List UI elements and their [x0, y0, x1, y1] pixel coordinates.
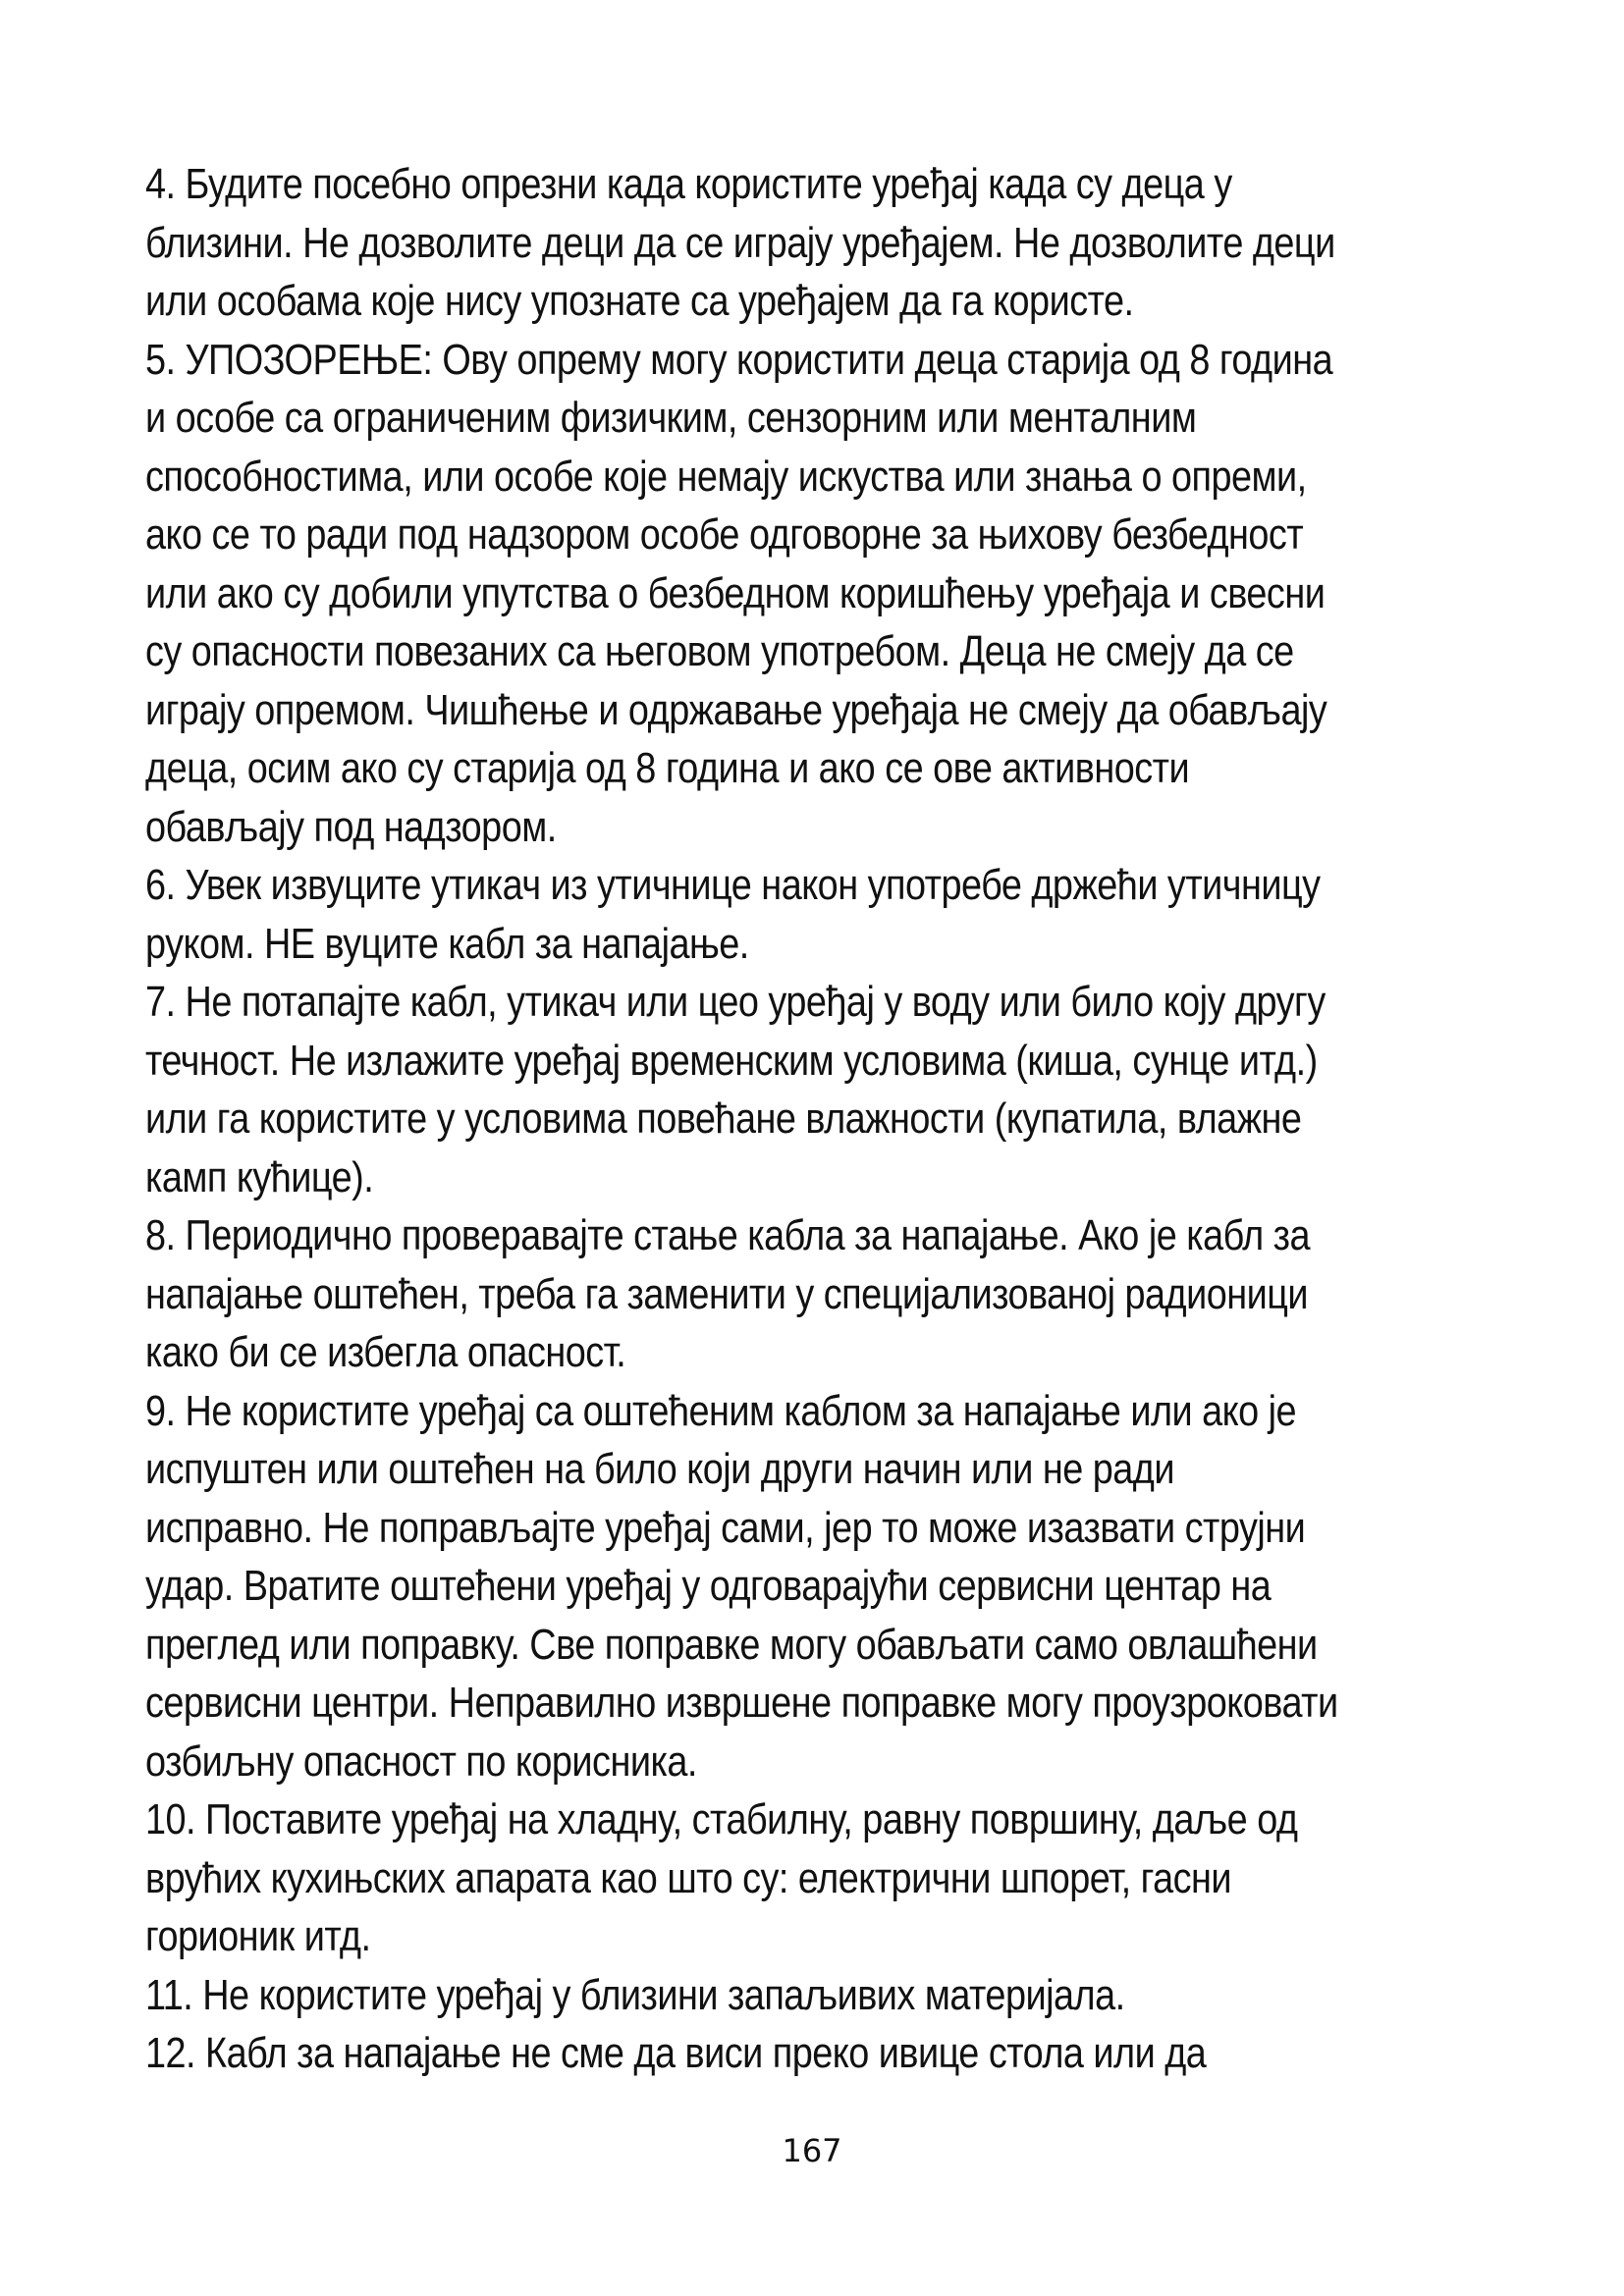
text-line: како би се избегла опасност. — [145, 1328, 626, 1376]
text-line: 11. Не користите уређај у близини запаљивих материјала. — [145, 1970, 1125, 2019]
text-line: руком. НЕ вуците кабл за напајање. — [145, 919, 749, 968]
text-line: или особама које нису упознате са уређајем да га користе. — [145, 277, 1134, 325]
text-line: испуштен или оштећен на било који други начин или не ради — [145, 1445, 1174, 1493]
text-line: напајање оштећен, треба га заменити у специјализованој радионици — [145, 1269, 1309, 1318]
text-line: горионик итд. — [145, 1912, 371, 1960]
text-line: су опасности повезаних са његовом употребом. Деца не смеју да се — [145, 627, 1294, 675]
text-line: течност. Не излажите уређај временским условима (киша, сунце итд.) — [145, 1036, 1318, 1085]
text-line: преглед или поправку. Све поправке могу обављати само овлашћени — [145, 1620, 1318, 1669]
text-line: 7. Не потапајте кабл, утикач или цео уређај у воду или било коју другу — [145, 978, 1326, 1026]
text-line: 5. УПОЗОРЕЊЕ: Ову опрему могу користити деца старија од 8 година — [145, 335, 1333, 384]
text-line: камп кућице). — [145, 1152, 374, 1201]
text-line: ако се то ради под надзором особе одговорне за њихову безбедност — [145, 510, 1304, 559]
text-line: близини. Не дозволите деци да се играју уређајем. Не дозволите деци — [145, 218, 1335, 267]
text-line: или ако су добили упутства о безбедном коришћењу уређаја и свесни — [145, 568, 1326, 617]
text-line: озбиљну опасност по корисника. — [145, 1736, 697, 1786]
text-line: 10. Поставите уређај на хладну, стабилну, равну површину, даље од — [145, 1795, 1298, 1843]
text-line: обављају под надзором. — [145, 802, 557, 851]
text-line: врућих кухињских апарата као што су: електрични шпорет, гасни — [145, 1853, 1232, 1902]
text-line: 6. Увек извуците утикач из утичнице након употребе држећи утичницу — [145, 861, 1321, 909]
text-line: играју опремом. Чишћење и одржавање уређаја не смеју да обављају — [145, 685, 1327, 734]
text-line: сервисни центри. Неправилно извршене поправке могу проузроковати — [145, 1679, 1338, 1727]
page-number: 167 — [782, 2132, 842, 2169]
text-line: 9. Не користите уређај са оштећеним каблом за напајање или ако је — [145, 1386, 1297, 1435]
text-line: 12. Кабл за напајање не сме да виси преко ивице стола или да — [145, 2029, 1207, 2077]
text-line: исправно. Не поправљајте уређај сами, јер то може изазвати струјни — [145, 1503, 1306, 1552]
safety-instructions-text — [145, 155, 1338, 2083]
text-line: или га користите у условима повећане влажности (купатила, влажне — [145, 1095, 1302, 1143]
text-line: 4. Будите посебно опрезни када користите уређај када су деца у — [145, 160, 1232, 208]
text-line: способностима, или особе које немају искуства или знања о опреми, — [145, 452, 1307, 501]
text-line: и особе са ограниченим физичким, сензорним или менталним — [145, 394, 1197, 442]
text-line: 8. Периодично проверавајте стање кабла за напајање. Ако је кабл за — [145, 1211, 1311, 1259]
text-line: деца, осим ако су старија од 8 година и ако се ове активности — [145, 744, 1190, 792]
text-line: удар. Вратите оштећени уређај у одговарајући сервисни центар на — [145, 1562, 1272, 1610]
